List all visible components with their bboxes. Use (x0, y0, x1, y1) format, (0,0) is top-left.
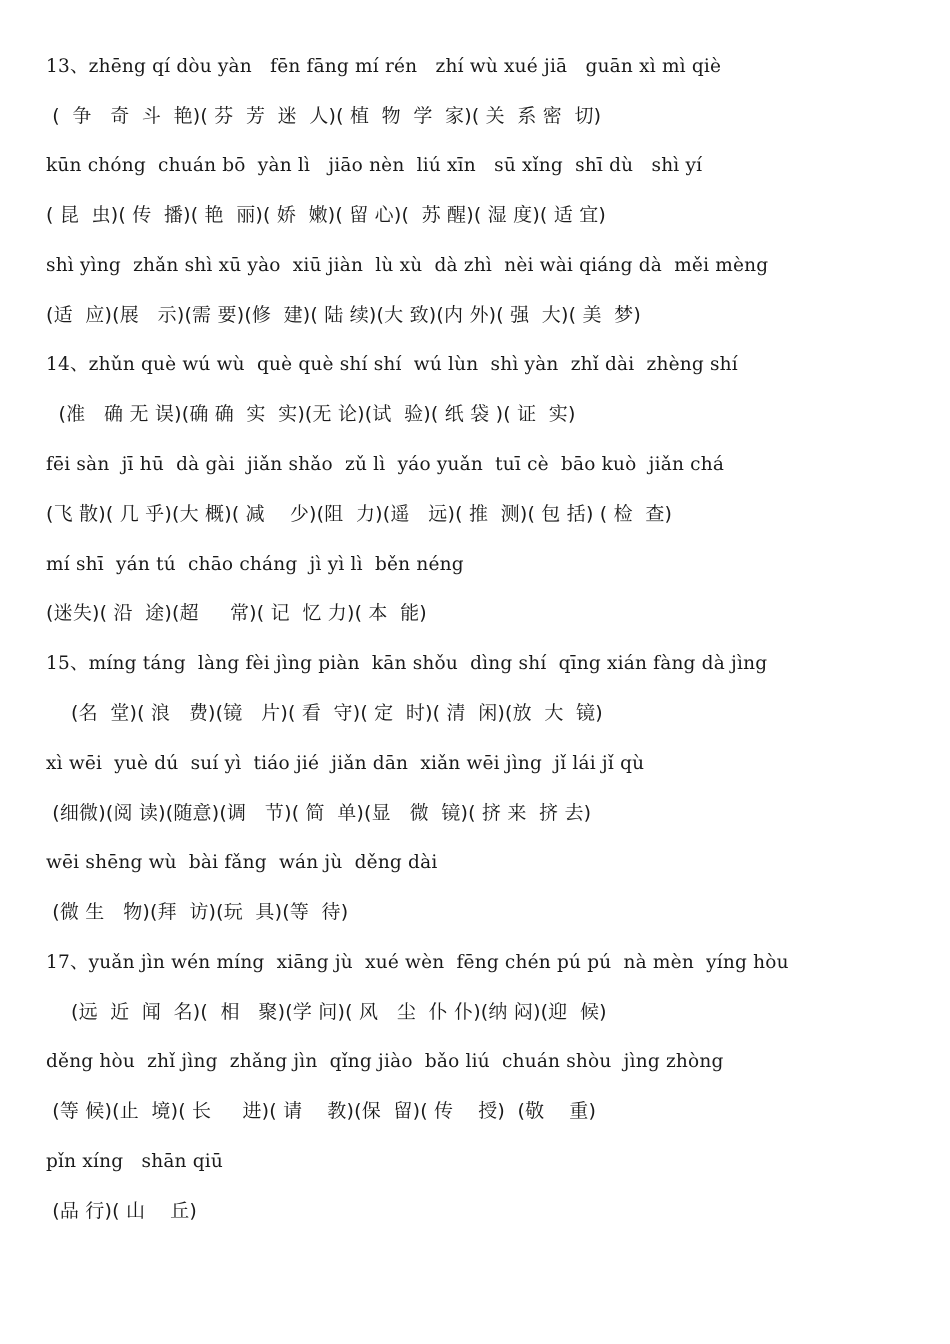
pinyin-line-13a: 13、zhēng qí dòu yàn fēn fāng mí rén zhí wù xué jiā guān xì mì qiè (46, 56, 722, 77)
pinyin-line-14b: fēi sàn jī hū dà gài jiǎn shǎo zǔ lì yáo yuǎn tuī cè bāo kuò jiǎn chá (46, 454, 725, 475)
hanzi-line-17a: (远 近 闻 名)( 相 聚)(学 问)( 风 尘 仆 仆)(纳 闷)(迎 候) (46, 1001, 607, 1023)
pinyin-line-15c: wēi shēng wù bài fǎng wán jù děng dài (46, 852, 438, 873)
hanzi-line-15b: (细微)(阅 读)(随意)(调 节)( 简 单)(显 微 镜)( 挤 来 挤 去) (46, 802, 592, 824)
hanzi-line-13c: (适 应)(展 示)(需 要)(修 建)( 陆 续)(大 致)(内 外)( 强 大)( 美 梦) (46, 304, 641, 326)
hanzi-line-14c: (迷失)( 沿 途)(超 常)( 记 忆 力)( 本 能) (46, 602, 427, 624)
pinyin-line-14a: 14、zhǔn què wú wù què què shí shí wú lùn shì yàn zhǐ dài zhèng shí (46, 354, 738, 375)
pinyin-line-15b: xì wēi yuè dú suí yì tiáo jié jiǎn dān xiǎn wēi jìng jǐ lái jǐ qù (46, 753, 645, 774)
pinyin-line-17c: pǐn xíng shān qiū (46, 1151, 224, 1172)
pinyin-line-17b: děng hòu zhǐ jìng zhǎng jìn qǐng jiào bǎo liú chuán shòu jìng zhòng (46, 1051, 724, 1072)
hanzi-line-13a: ( 争 奇 斗 艳)( 芬 芳 迷 人)( 植 物 学 家)( 关 系 密 切) (46, 105, 602, 127)
hanzi-line-15a: (名 堂)( 浪 费)(镜 片)( 看 守)( 定 时)( 清 闲)(放 大 镜) (46, 702, 603, 724)
pinyin-line-13b: kūn chóng chuán bō yàn lì jiāo nèn liú xīn sū xǐng shī dù shì yí (46, 155, 703, 176)
hanzi-line-17b: (等 候)(止 境)( 长 进)( 请 教)(保 留)( 传 授) (敬 重) (46, 1100, 597, 1122)
hanzi-line-14b: (飞 散)( 几 乎)(大 概)( 减 少)(阻 力)(遥 远)( 推 测)( 包 括) ( 检 查) (46, 503, 673, 525)
hanzi-line-15c: (微 生 物)(拜 访)(玩 具)(等 待) (46, 901, 349, 923)
pinyin-line-15a: 15、míng táng làng fèi jìng piàn kān shǒu dìng shí qīng xián fàng dà jìng (46, 653, 768, 674)
hanzi-line-13b: ( 昆 虫)( 传 播)( 艳 丽)( 娇 嫩)( 留 心)( 苏 醒)( 湿 度)( 适 宜) (46, 204, 607, 226)
hanzi-line-14a: (准 确 无 误)(确 确 实 实)(无 论)(试 验)( 纸 袋 )( 证 实) (46, 403, 576, 425)
pinyin-line-13c: shì yìng zhǎn shì xū yào xiū jiàn lù xù dà zhì nèi wài qiáng dà měi mèng (46, 255, 769, 276)
pinyin-line-14c: mí shī yán tú chāo cháng jì yì lì běn néng (46, 554, 464, 575)
hanzi-line-17c: (品 行)( 山 丘) (46, 1200, 197, 1222)
pinyin-line-17a: 17、yuǎn jìn wén míng xiāng jù xué wèn fēng chén pú pú nà mèn yíng hòu (46, 952, 789, 973)
